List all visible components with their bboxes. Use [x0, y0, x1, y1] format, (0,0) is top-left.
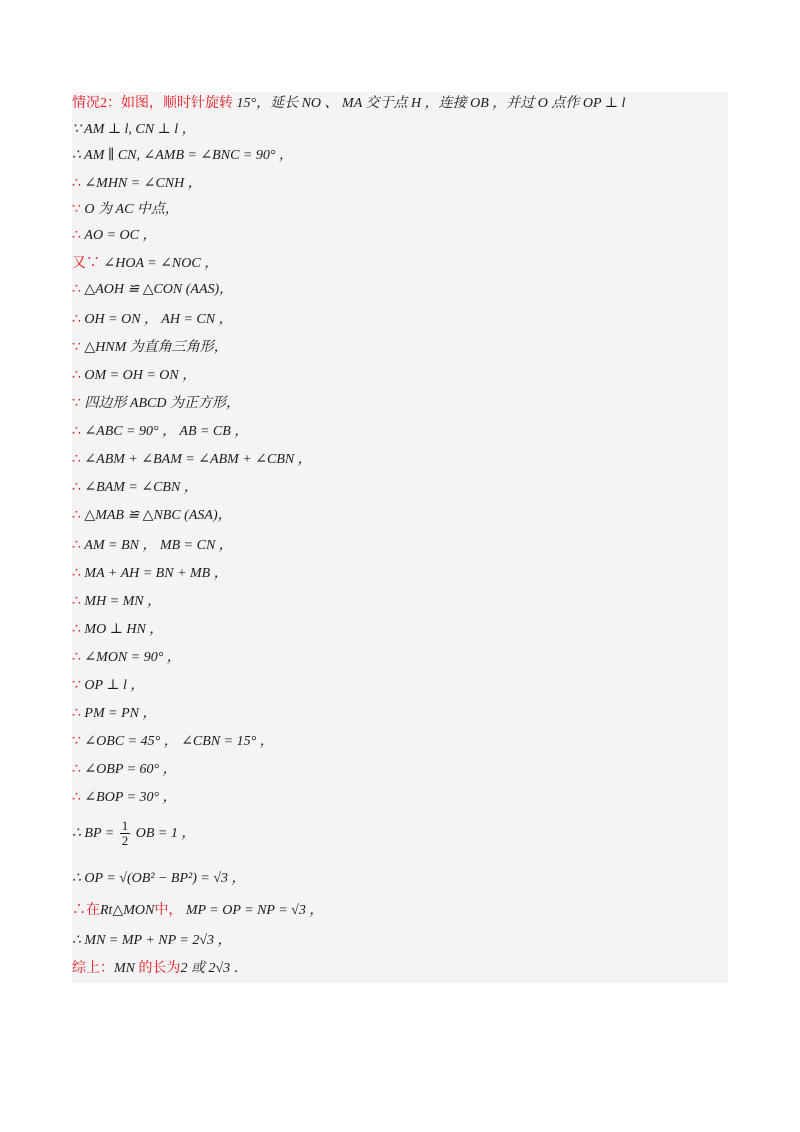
- sqrt-math: ∴ OP = √(OB² − BP²) = √3 ，: [72, 871, 246, 886]
- solution-line: [72, 224, 156, 248]
- rt-math: MP = OP = NP = √3 ，: [185, 903, 324, 918]
- solution-line: [72, 92, 625, 116]
- solution-line: [72, 618, 163, 642]
- solution-line: [72, 590, 161, 614]
- line-prefix: ∴: [72, 650, 85, 665]
- line-prefix: 又∵: [72, 256, 104, 271]
- solution-line: [72, 364, 196, 388]
- solution-line: [72, 476, 198, 500]
- solution-line: [72, 730, 274, 754]
- solution-line: [72, 308, 233, 332]
- fraction-suffix: OB = 1 ，: [132, 826, 196, 841]
- solution-line: [72, 448, 312, 472]
- line-math: 15°，延长 NO 、 MA 交于点 H ，连接 OB ，并过 O 点作 OP ⊥ l: [236, 96, 626, 111]
- solution-line: [72, 420, 248, 444]
- fraction: [120, 819, 131, 848]
- solution-line: [72, 144, 293, 168]
- line-prefix: ∴: [72, 424, 85, 439]
- line-prefix: ∴: [72, 706, 85, 721]
- line-prefix: ∵: [72, 396, 85, 411]
- fraction-denominator: 2: [121, 833, 129, 849]
- line-math: ∠ABM + ∠BAM = ∠ABM + ∠CBN ，: [84, 452, 312, 467]
- solution-line: [72, 252, 218, 276]
- fraction-numerator: 1: [121, 818, 129, 834]
- fraction-prefix: ∴ BP =: [72, 826, 118, 841]
- conclusion-answer: 2 或 2√3 ．: [180, 961, 248, 976]
- line-math: ∠BAM = ∠CBN ，: [84, 480, 198, 495]
- line-prefix: ∴: [72, 282, 85, 297]
- line-math: ∠OBP = 60° ，: [84, 762, 177, 777]
- line-math: ∴ AM ∥ CN, ∠AMB = ∠BNC = 90° ，: [72, 148, 293, 163]
- line-math: OH = ON ， AH = CN ，: [84, 312, 233, 327]
- line-prefix: ∴: [72, 228, 85, 243]
- solution-line: [72, 534, 233, 558]
- line-math: ∠MON = 90° ，: [84, 650, 181, 665]
- solution-line: [72, 504, 232, 528]
- line-prefix: ∴: [72, 452, 85, 467]
- mn-math: ∴ MN = MP + NP = 2√3 ，: [72, 933, 232, 948]
- line-prefix: ∴: [72, 508, 85, 523]
- line-prefix: ∴: [72, 762, 85, 777]
- solution-line: [72, 646, 181, 670]
- conclusion-prefix: 综上：: [72, 961, 114, 976]
- solution-line: [72, 758, 177, 782]
- line-prefix: ∴: [72, 538, 85, 553]
- conclusion-subject: MN: [114, 961, 139, 976]
- line-math: △MAB ≌ △NBC (ASA)，: [84, 508, 232, 523]
- solution-line: [72, 172, 202, 196]
- line-math: OM = OH = ON ，: [84, 368, 197, 383]
- conclusion-mid: 的长为: [138, 961, 181, 976]
- solution-line: [72, 562, 228, 586]
- line-prefix: ∴: [72, 368, 85, 383]
- fraction-line: [72, 812, 195, 856]
- line-math: ∠ABC = 90° ， AB = CB ，: [84, 424, 249, 439]
- line-prefix: ∴: [72, 480, 85, 495]
- solution-line: [72, 674, 144, 698]
- rt-triangle: Rt△MON: [100, 903, 155, 918]
- line-math: ∵ AM ⊥ l, CN ⊥ l ，: [72, 122, 196, 137]
- rt-line: [72, 896, 323, 926]
- line-math: MA + AH = BN + MB ，: [84, 566, 228, 581]
- solution-line: [72, 278, 233, 302]
- solution-line: [72, 786, 177, 810]
- solution-line: [72, 336, 228, 360]
- rt-prefix: ∴在: [72, 903, 100, 918]
- line-prefix: ∵: [72, 202, 85, 217]
- line-math: △HNM 为直角三角形，: [84, 340, 228, 355]
- line-prefix: ∵: [72, 678, 85, 693]
- line-prefix: ∵: [72, 340, 85, 355]
- line-math: △AOH ≌ △CON (AAS)，: [84, 282, 234, 297]
- line-prefix: ∴: [72, 622, 85, 637]
- solution-line: [72, 118, 196, 142]
- line-prefix: ∴: [72, 790, 85, 805]
- line-math: AO = OC ，: [84, 228, 157, 243]
- conclusion-line: [72, 954, 248, 984]
- line-math: ∠BOP = 30° ，: [84, 790, 177, 805]
- solution-block: [72, 92, 728, 983]
- rt-mid: 中，: [154, 903, 186, 918]
- line-math: PM = PN ，: [84, 706, 157, 721]
- mn-line: [72, 926, 232, 956]
- solution-line: [72, 392, 240, 416]
- solution-line: [72, 702, 156, 726]
- line-math: AM = BN ， MB = CN ，: [84, 538, 233, 553]
- line-prefix: ∴: [72, 566, 85, 581]
- line-math: 四边形 ABCD 为正方形，: [84, 396, 240, 411]
- line-math: ∠HOA = ∠NOC ，: [103, 256, 219, 271]
- line-prefix: ∴: [72, 176, 85, 191]
- line-prefix: ∴: [72, 312, 85, 327]
- line-math: O 为 AC 中点，: [84, 202, 179, 217]
- line-prefix: ∵: [72, 734, 85, 749]
- line-math: MH = MN ，: [84, 594, 162, 609]
- line-math: ∠MHN = ∠CNH ，: [84, 176, 202, 191]
- line-math: MO ⊥ HN ，: [84, 622, 164, 637]
- line-math: ∠OBC = 45° ， ∠CBN = 15° ，: [84, 734, 274, 749]
- solution-line: [72, 198, 179, 222]
- line-prefix: 情况2：如图，顺时针旋转: [72, 96, 237, 111]
- line-prefix: ∴: [72, 594, 85, 609]
- sqrt-line: [72, 864, 246, 894]
- line-math: OP ⊥ l ，: [84, 678, 145, 693]
